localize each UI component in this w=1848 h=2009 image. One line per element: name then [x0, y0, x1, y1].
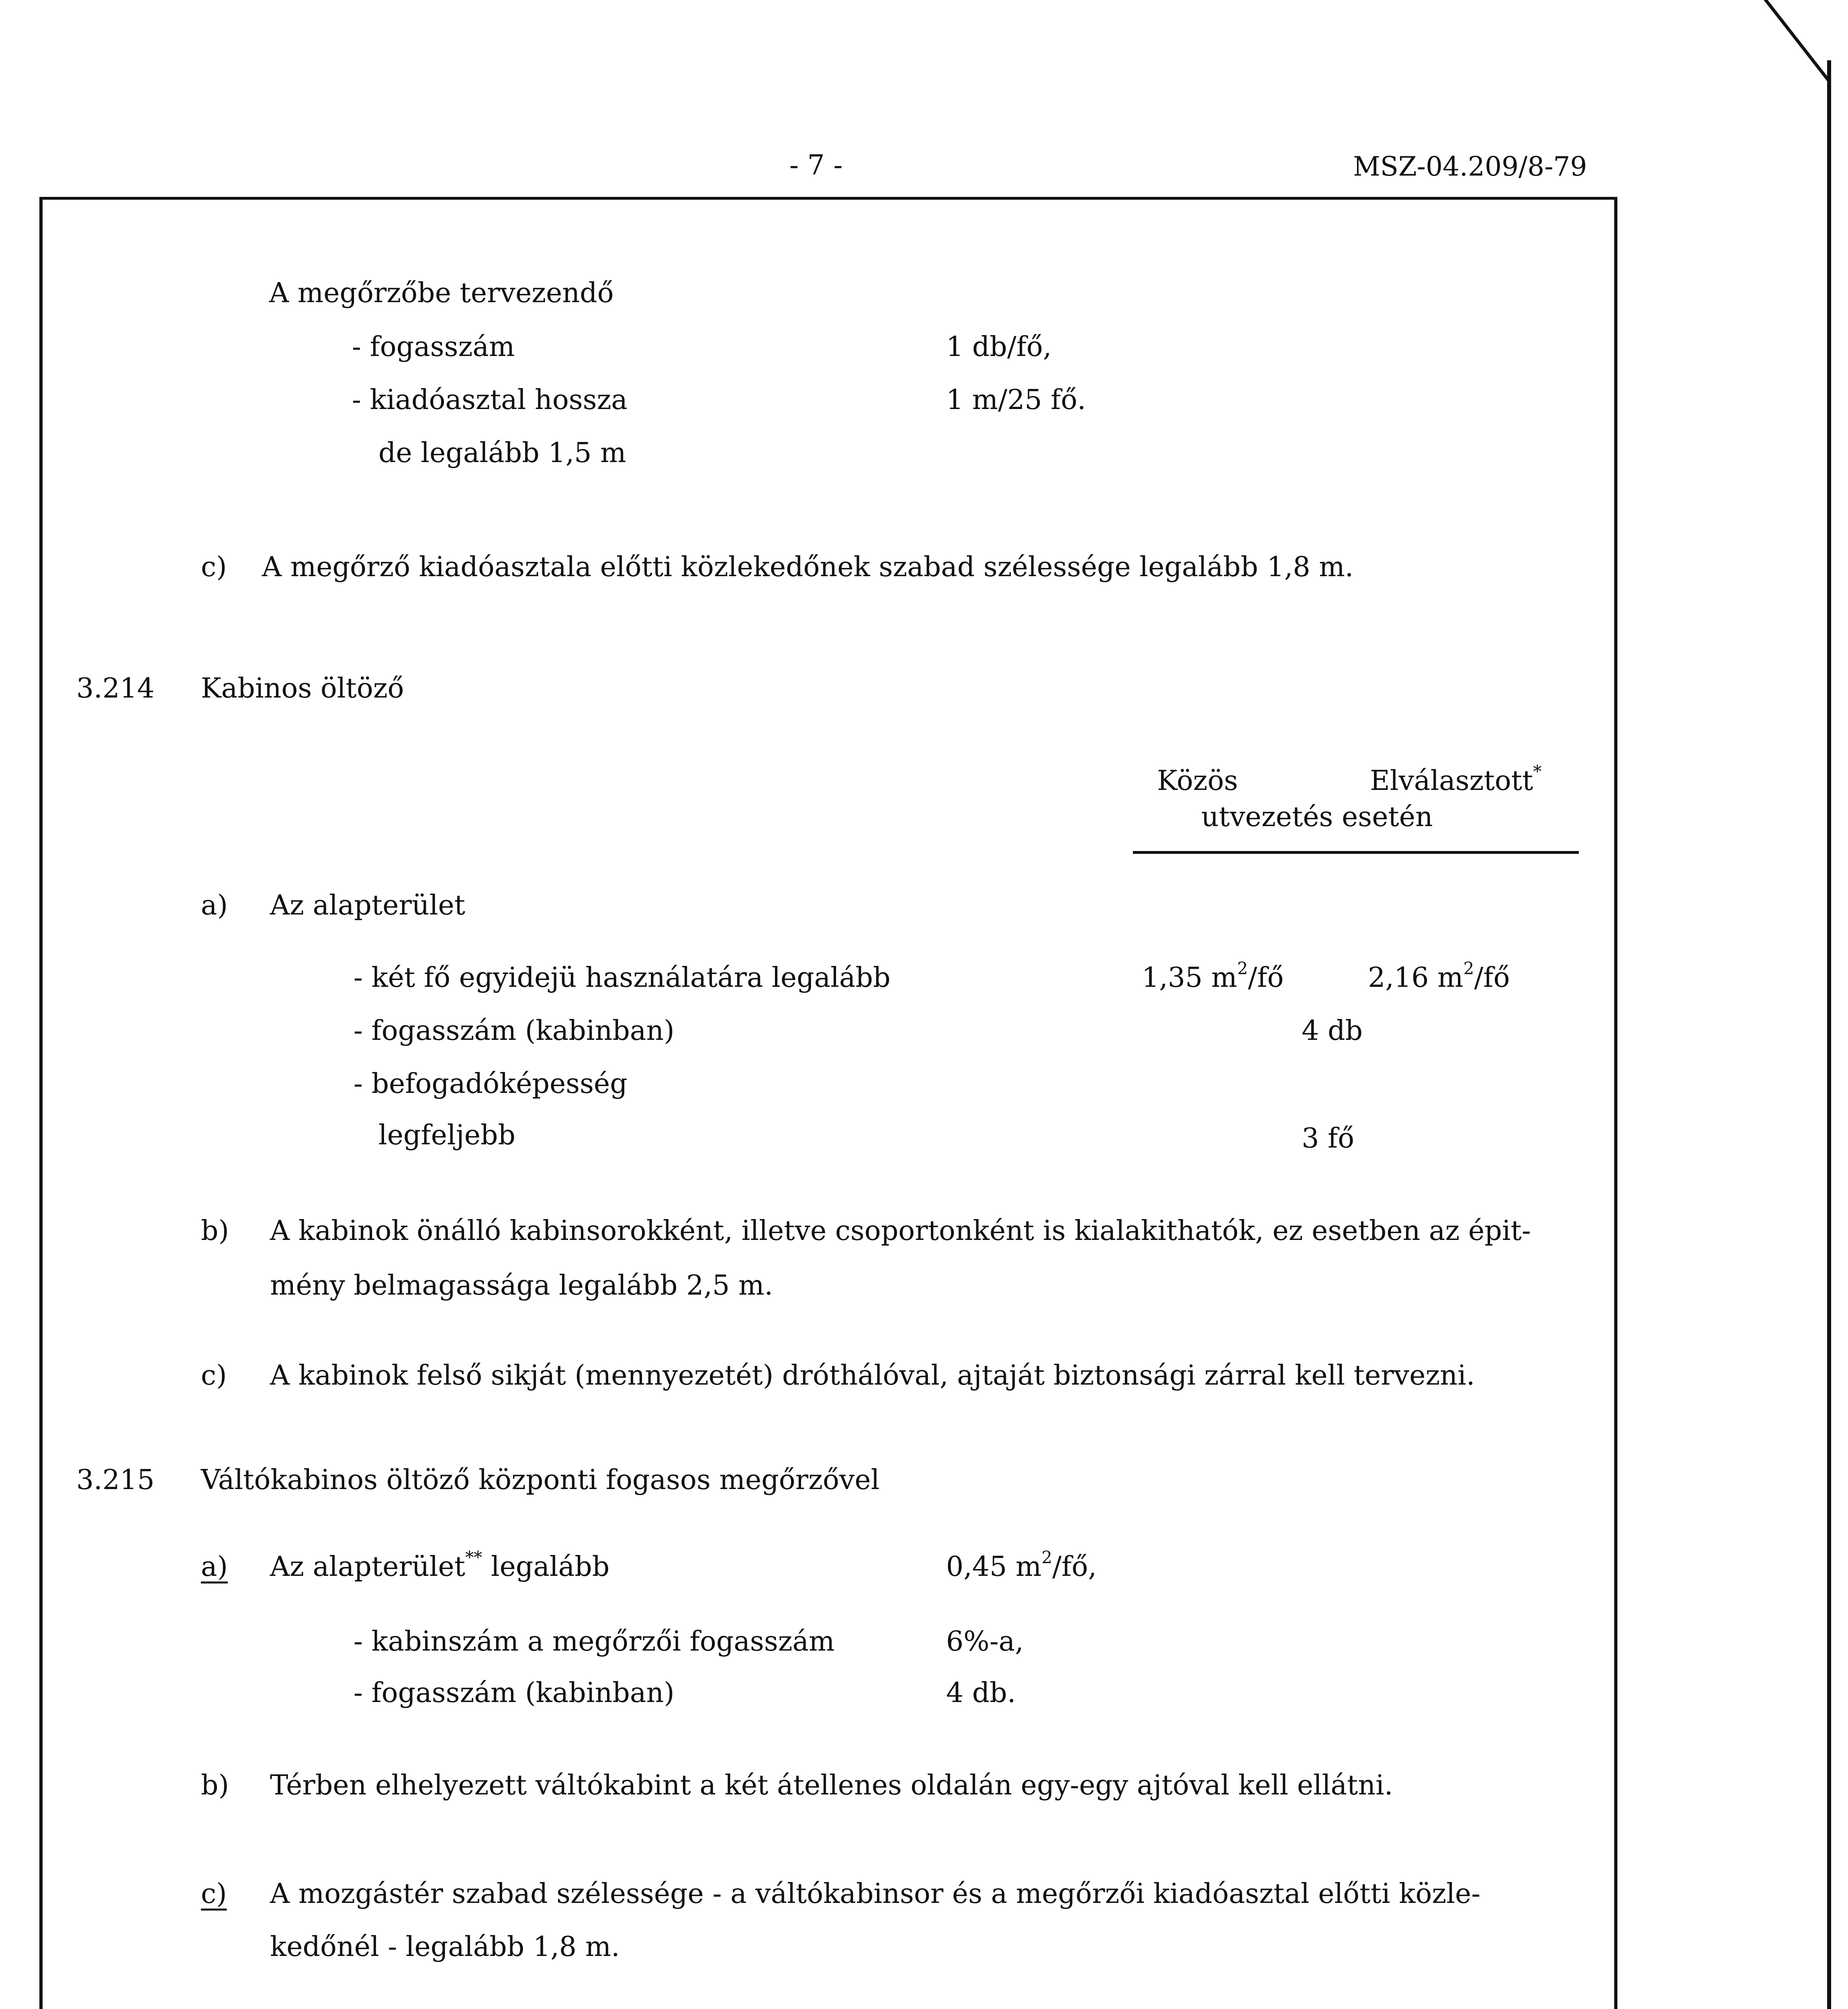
item-c-text: A mozgástér szabad szélessége - a váltókabinsor és a megőrzői kiadóasztal előtti közle- [270, 1878, 1481, 1910]
column-header-common: Közös [1157, 765, 1238, 797]
table-row-value: 6%-a, [946, 1626, 1024, 1657]
item-c-text: kedőnél - legalább 1,8 m. [270, 1931, 620, 1963]
table-row-label: - fogasszám (kabinban) [354, 1677, 675, 1709]
scan-edge-diagonal [1764, 0, 1830, 82]
double-asterisk-mark: ** [465, 1547, 482, 1567]
section-number: 3.215 [76, 1464, 155, 1496]
scan-edge-right [1827, 60, 1831, 2009]
value-common [1142, 958, 1284, 994]
asterisk-mark: * [1533, 761, 1542, 782]
item-a-text [270, 1547, 610, 1583]
item-a-value [946, 1547, 1097, 1583]
item-letter: b) [201, 1770, 229, 1801]
storage-title: A megőrzőbe tervezendő [269, 277, 614, 309]
page-frame [39, 197, 1617, 2009]
storage-row-value: 1 m/25 fő. [946, 384, 1086, 416]
storage-row-value: 1 db/fő, [946, 331, 1052, 363]
column-header-separate [1370, 761, 1542, 797]
superscript: 2 [1237, 958, 1248, 978]
value-common-number: 1,35 m [1142, 962, 1237, 994]
value-common-unit: /fő [1248, 962, 1284, 994]
table-row-label: - két fő egyidejü használatára legalább [354, 962, 891, 994]
item-letter: a) [201, 890, 228, 921]
item-letter: c) [201, 551, 227, 583]
item-b-text: A kabinok önálló kabinsorokként, illetve csoportonként is kialakithatók, ez esetben az épit- [270, 1215, 1531, 1247]
value-separate-number: 2,16 m [1368, 962, 1464, 994]
value-shared: 3 fő [1302, 1123, 1354, 1154]
item-a-label-rest: legalább [482, 1551, 610, 1583]
item-letter: c) [201, 1360, 227, 1391]
table-row-label: - befogadóképesség [354, 1068, 628, 1100]
value-separate-unit: /fő [1474, 962, 1510, 994]
standard-id: MSZ-04.209/8-79 [1353, 151, 1587, 182]
superscript: 2 [1041, 1547, 1053, 1567]
item-a-label: Az alapterület [270, 1551, 466, 1583]
storage-extra: de legalább 1,5 m [378, 437, 626, 469]
item-a-text: Az alapterület [270, 890, 466, 921]
item-a-value-number: 0,45 m [946, 1551, 1042, 1583]
column-header-subtitle: utvezetés esetén [1201, 801, 1433, 833]
table-row-value: 4 db. [946, 1677, 1016, 1709]
section-title: Váltókabinos öltöző központi fogasos megőrzővel [201, 1464, 880, 1496]
item-c-text: A kabinok felső sikját (mennyezetét) dróthálóval, ajtaját biztonsági zárral kell tervezni. [270, 1360, 1475, 1391]
table-row-label: - fogasszám (kabinban) [354, 1015, 675, 1047]
storage-row-label: - kiadóasztal hossza [352, 384, 628, 416]
storage-item-c-text: A megőrző kiadóasztala előtti közlekedőnek szabad szélessége legalább 1,8 m. [262, 551, 1354, 583]
column-header-separate-label: Elválasztott [1370, 765, 1533, 797]
item-a-value-unit: /fő, [1052, 1551, 1097, 1583]
item-letter: b) [201, 1215, 229, 1247]
superscript: 2 [1463, 958, 1474, 978]
column-header-rule [1133, 851, 1579, 854]
storage-row-label: - fogasszám [352, 331, 515, 363]
item-letter: a) [201, 1551, 228, 1583]
item-b-text: Térben elhelyezett váltókabint a két átellenes oldalán egy-egy ajtóval kell ellátni. [270, 1770, 1393, 1801]
page-number: - 7 - [789, 149, 843, 181]
section-title: Kabinos öltöző [201, 673, 404, 704]
value-shared: 4 db [1302, 1015, 1363, 1047]
item-b-text: mény belmagassága legalább 2,5 m. [270, 1270, 773, 1301]
table-row-label: - kabinszám a megőrzői fogasszám [354, 1626, 835, 1657]
value-separate [1368, 958, 1510, 994]
item-letter: c) [201, 1878, 227, 1910]
section-number: 3.214 [76, 673, 155, 704]
table-row-label: legfeljebb [378, 1119, 516, 1151]
